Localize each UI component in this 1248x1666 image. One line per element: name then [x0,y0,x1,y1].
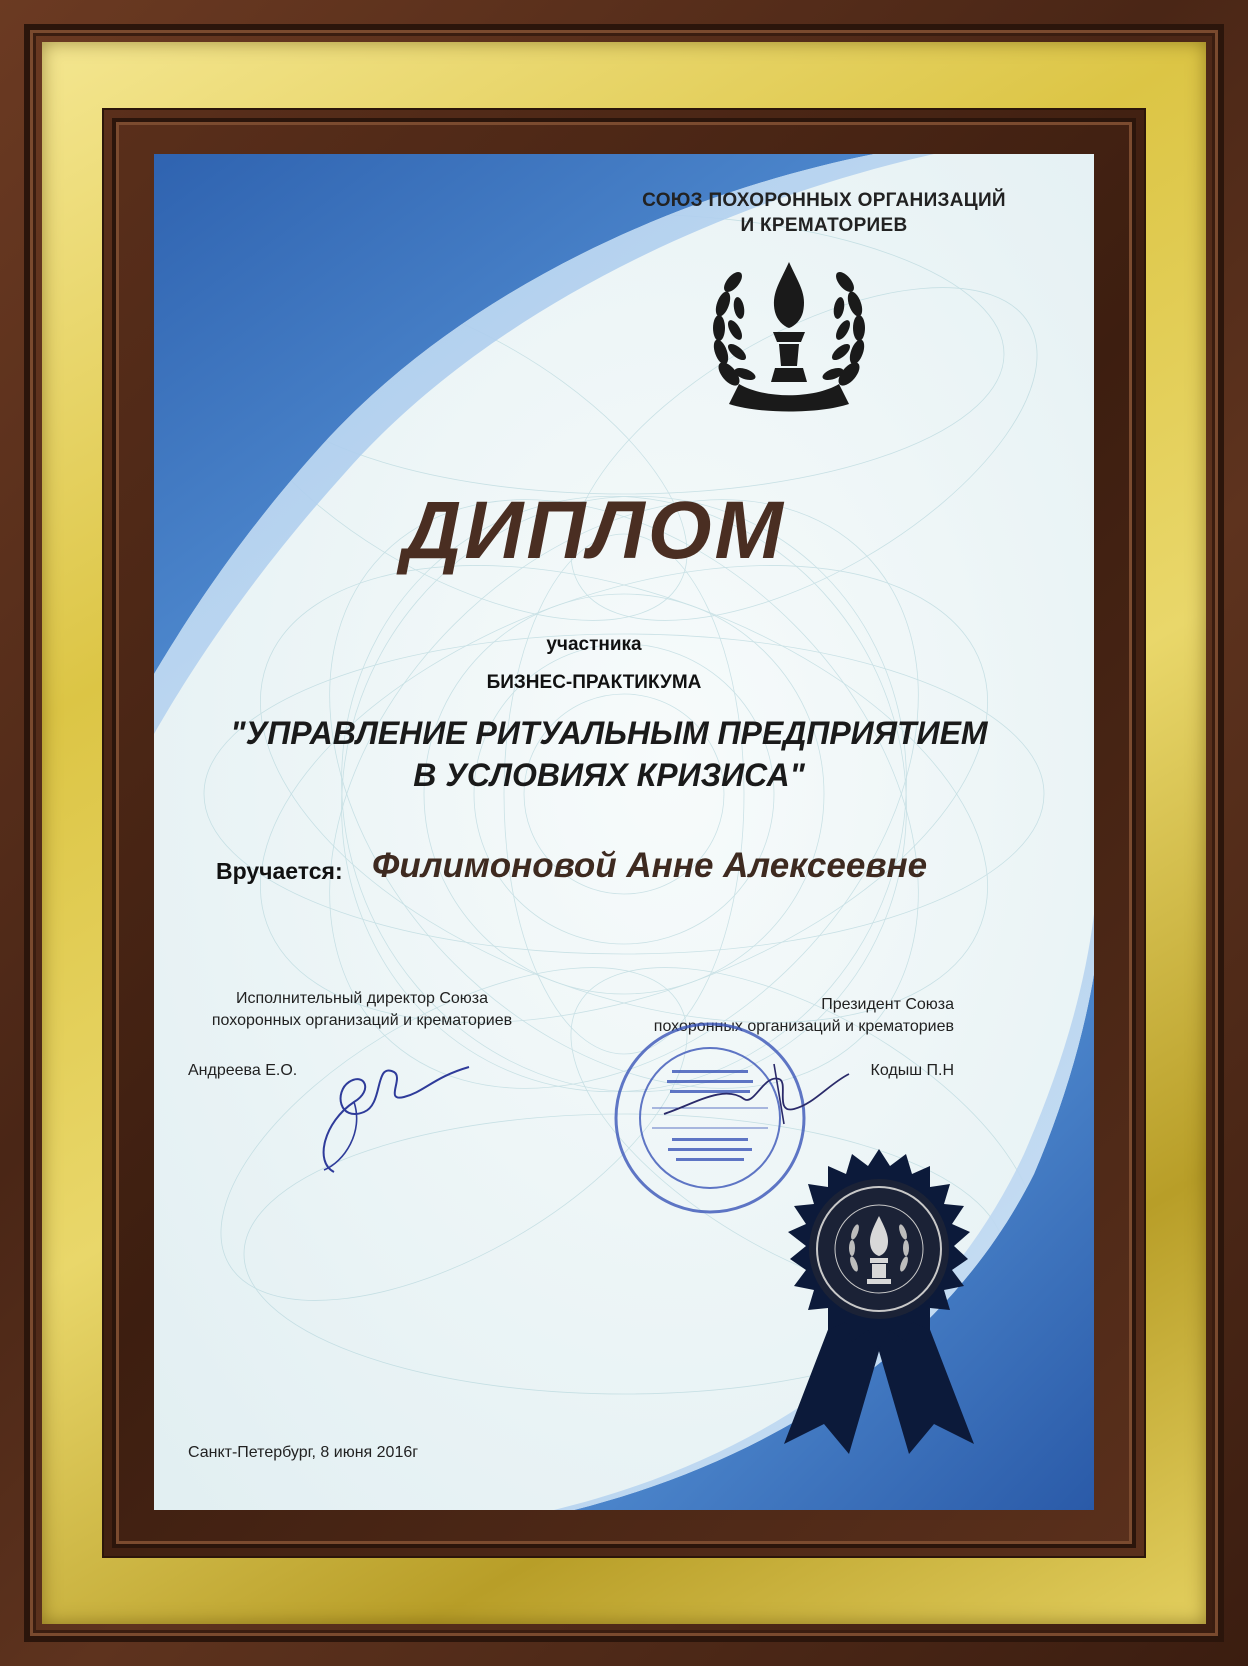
left-signature-icon [294,1042,474,1182]
organization-title-line2: И КРЕМАТОРИЕВ [740,215,908,236]
event-name-line1: "УПРАВЛЕНИЕ РИТУАЛЬНЫМ ПРЕДПРИЯТИЕМ [230,715,988,751]
event-name [214,712,1004,796]
left-signatory-name: Андреева Е.О. [188,1062,298,1079]
organization-title [614,188,1034,238]
left-signatory-title-line1: Исполнительный директор Союза [235,990,489,1007]
right-signatory-title-line2: похоронных организаций и крематориев [653,1018,954,1035]
diploma-document [154,154,1094,1510]
right-signatory-title-line1: Президент Союза [821,996,954,1013]
wreath-torch-logo-icon [709,254,869,424]
seal-rosette-icon [764,1144,994,1454]
place-date: Санкт-Петербург, 8 июня 2016г [188,1444,419,1461]
organization-title-line1: СОЮЗ ПОХОРОННЫХ ОРГАНИЗАЦИЙ [642,190,1006,211]
left-signatory-title-line2: похоронных организаций и крематориев [211,1012,513,1029]
right-signature-icon [654,1054,854,1134]
recipient-name: Филимоновой Анне Алексеевне [372,846,928,885]
right-signatory-name: Кодыш П.Н [870,1062,954,1079]
awarded-label: Вручается: [216,858,343,884]
event-name-line2: В УСЛОВИЯХ КРИЗИСА" [413,757,805,793]
diploma-title: ДИПЛОМ [402,485,786,576]
participant-label: участника [546,634,642,655]
event-type: БИЗНЕС-ПРАКТИКУМА [486,672,702,693]
left-signatory-title [192,988,532,1032]
